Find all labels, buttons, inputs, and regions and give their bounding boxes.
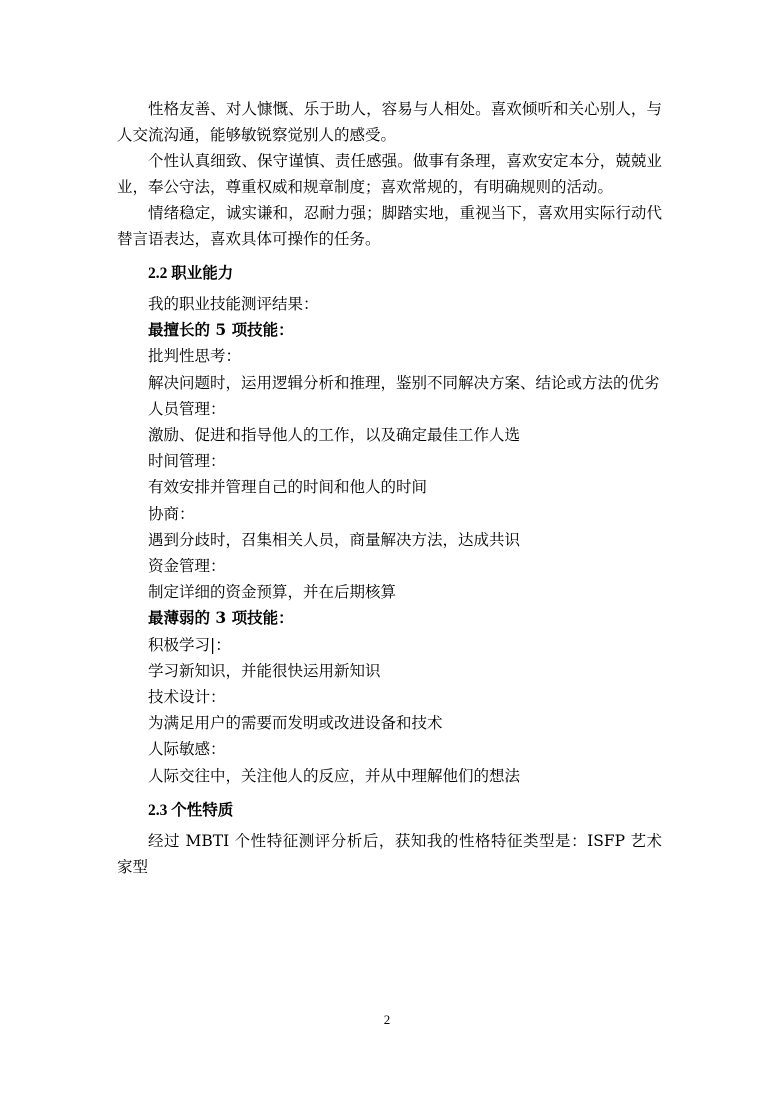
skill-name: 资金管理：: [148, 557, 226, 576]
skill-description: 制定详细的资金预算，并在后期核算: [148, 583, 397, 602]
page-number: 2: [383, 1012, 391, 1027]
skill-description: 遇到分歧时，召集相关人员，商量解决方法，达成共识: [148, 530, 521, 549]
intro-paragraph-2: 个性认真细致、保守谨慎、责任感强。做事有条理，喜欢安定本分，兢兢业业，奉公守法，尊重权威和规章制度；喜欢常规的，有明确规则的活动。: [117, 152, 662, 196]
skill-description: 有效安排并管理自己的时间和他人的时间: [148, 478, 428, 497]
strongest-skills-heading: 最擅长的 5 项技能：: [148, 320, 294, 340]
skill-description: 人际交往中，关注他人的反应，并从中理解他们的想法: [148, 766, 521, 785]
skill-name: 技术设计：: [148, 688, 226, 707]
intro-paragraph-3: 情绪稳定，诚实谦和，忍耐力强；脚踏实地，重视当下，喜欢用实际行动代替言语表达，喜欢具体可操作的任务。: [117, 204, 662, 248]
skill-description: 学习新知识，并能很快运用新知识: [148, 661, 381, 680]
skill-name: 时间管理：: [148, 452, 226, 471]
skill-name: 人员管理：: [148, 399, 226, 418]
page-content: [117, 96, 662, 880]
skill-name: 人际敏感：: [148, 740, 226, 759]
skill-name: 协商：: [148, 504, 195, 523]
personality-paragraph: 经过 MBTI 个性特征测评分析后，获知我的性格特征类型是：ISFP 艺术家型: [117, 831, 662, 876]
weakest-skills-heading: 最薄弱的 3 项技能：: [148, 608, 294, 628]
skill-name: 批判性思考：: [148, 347, 242, 366]
skill-description: 激励、促进和指导他人的工作，以及确定最佳工作人选: [148, 426, 521, 445]
skill-description: 为满足用户的需要而发明或改进设备和技术: [148, 714, 443, 733]
section-heading-2-3: 2.3 个性特质: [148, 801, 234, 819]
intro-paragraph-1: 性格友善、对人慷慨、乐于助人，容易与人相处。喜欢倾听和关心别人，与人交流沟通，能够敏锐察觉别人的感受。: [117, 100, 662, 144]
skill-name: 积极学习|：: [148, 635, 231, 654]
skills-intro: 我的职业技能测评结果：: [148, 295, 319, 313]
skill-description: 解决问题时，运用逻辑分析和推理，鉴别不同解决方案、结论或方法的优劣: [148, 373, 660, 392]
section-heading-2-2: 2.2 职业能力: [148, 265, 234, 282]
